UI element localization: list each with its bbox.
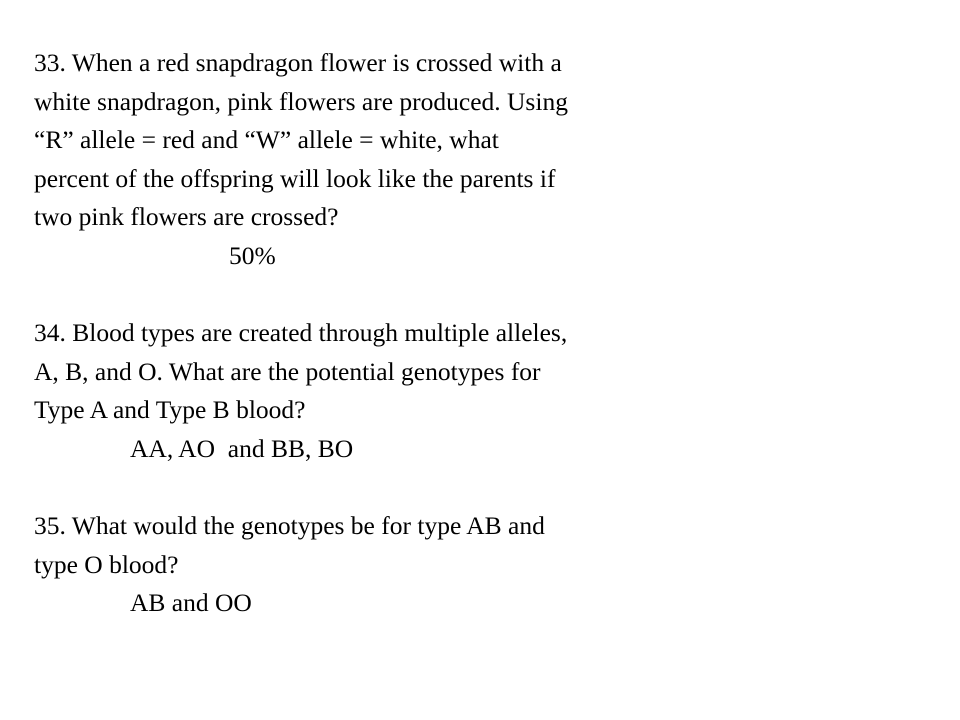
question-34 <box>34 314 724 468</box>
question-34-line-2: A, B, and O. What are the potential genotypes for <box>34 356 541 386</box>
question-33-answer: 50% <box>229 240 276 270</box>
question-34-line-1: 34. Blood types are created through multiple alleles, <box>34 318 568 348</box>
question-35-line-1: 35. What would the genotypes be for type AB and <box>34 511 545 541</box>
paragraph-spacer <box>34 469 724 508</box>
question-33-line-4: percent of the offspring will look like the parents if <box>34 163 556 193</box>
slide-text-body <box>34 44 724 623</box>
question-33-line-1: 33. When a red snapdragon flower is crossed with a <box>34 48 562 77</box>
paragraph-spacer <box>34 276 724 315</box>
question-35-line-2: type O blood? <box>34 549 179 579</box>
question-35-answer: AB and OO <box>130 588 252 618</box>
question-35 <box>34 507 724 623</box>
question-33-line-3: “R” allele = red and “W” allele = white, what <box>34 125 499 155</box>
question-33 <box>34 44 724 276</box>
question-33-line-5: two pink flowers are crossed? <box>34 202 339 232</box>
question-34-line-3: Type A and Type B blood? <box>34 395 306 425</box>
question-33-line-2: white snapdragon, pink flowers are produced. Using <box>34 86 568 116</box>
question-34-answer: AA, AO and BB, BO <box>130 433 354 463</box>
